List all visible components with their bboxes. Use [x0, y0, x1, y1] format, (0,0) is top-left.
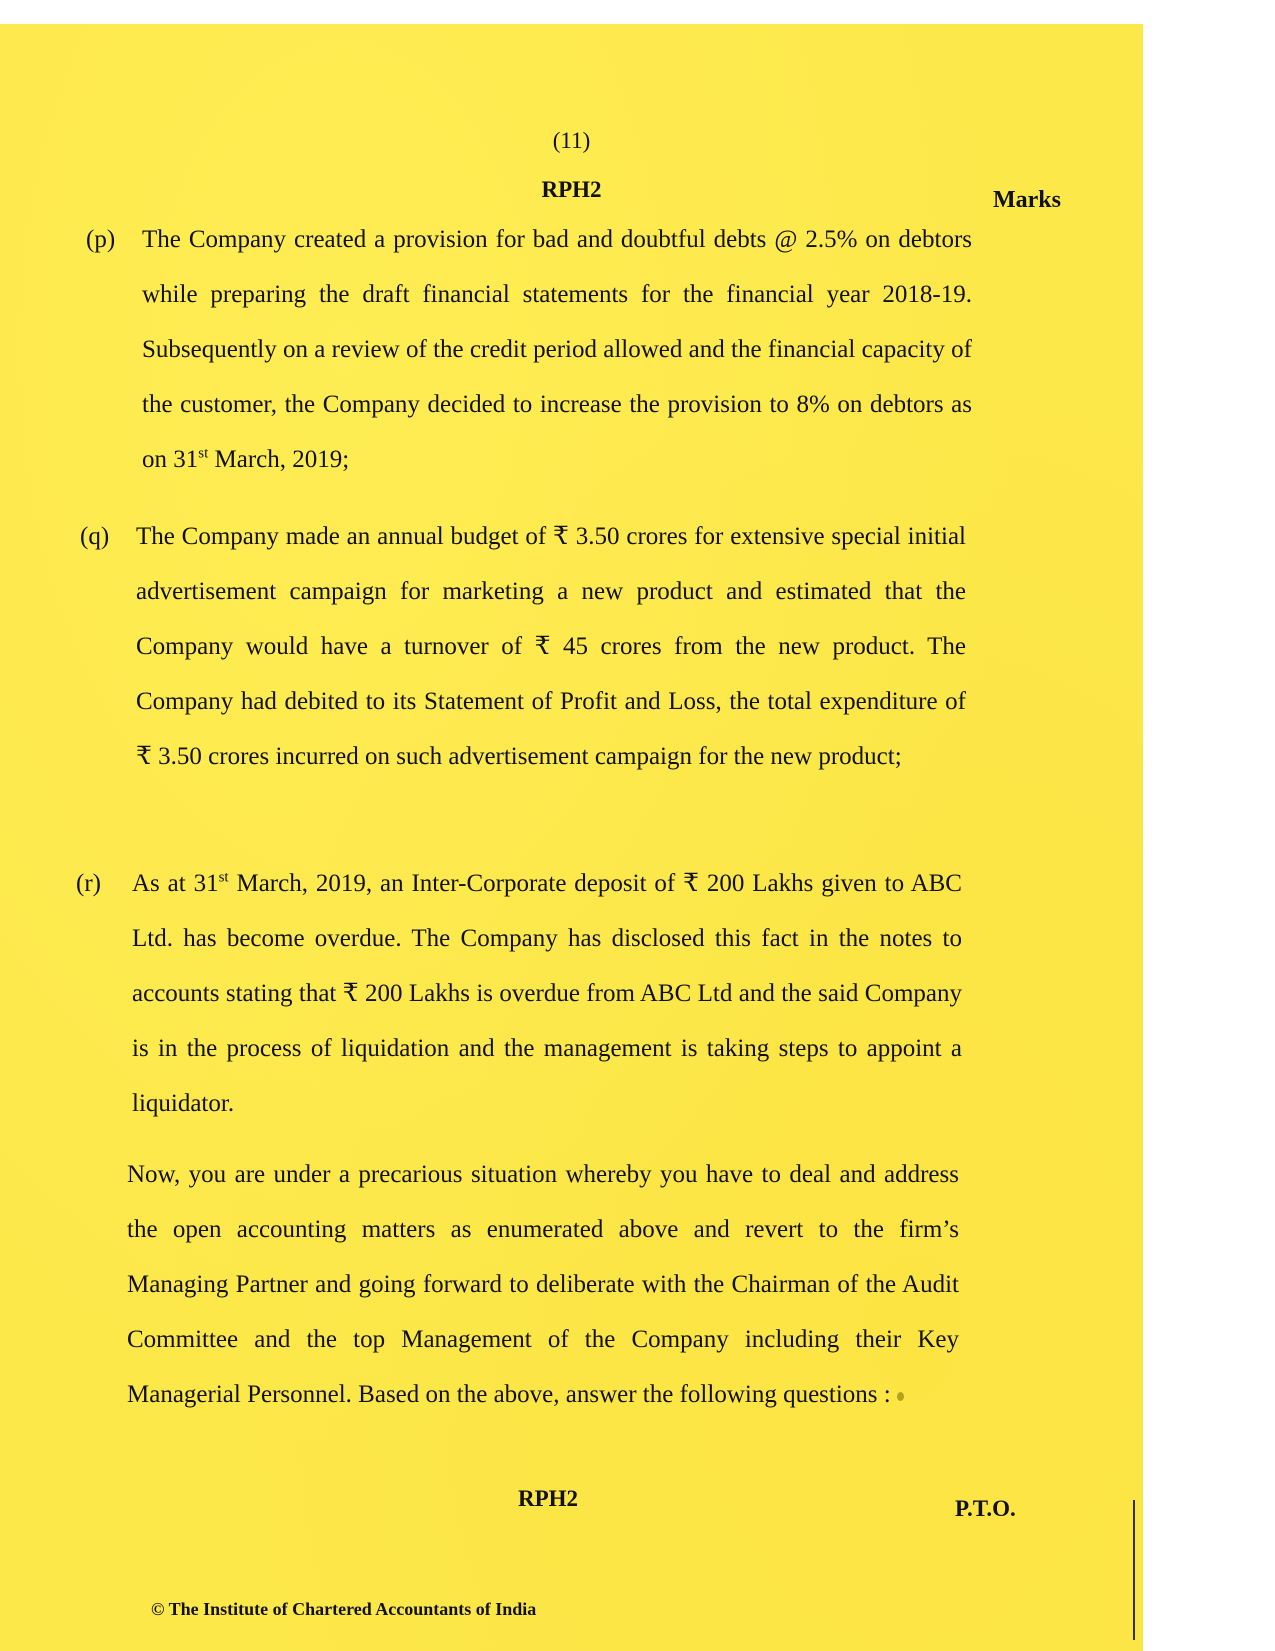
item-text-part: The Company created a provision for bad and doubtful debts @ 2.5% on debtors while preparing the draft financial statements for the financial year 2018-19. Subsequently on a review of the credit period allowed and the financial capacity of the customer, the Company decided to increase the provision to 8% on debtors as on 31	[142, 226, 972, 473]
item-text-part: As at 31	[132, 870, 219, 897]
ordinal-suffix: st	[198, 445, 209, 462]
pto-label: P.T.O.	[955, 1496, 1016, 1521]
item-text-part: The Company made an annual budget of ₹ 3.50 crores for extensive special initial advertisement campaign for marketing a new product and estimated that the Company would have a turnover of ₹ 45 crores from the new product. The Company had debited to its Statement of Profit and Loss, the total expenditure of ₹ 3.50 crores incurred on such advertisement campaign for the new product;	[136, 523, 966, 770]
closing-paragraph	[127, 1147, 959, 1422]
marks-column-header: Marks	[993, 187, 1061, 213]
question-item-p	[86, 212, 972, 487]
item-text-part: March, 2019;	[208, 446, 350, 473]
item-text	[142, 212, 972, 487]
page-edge-mark	[1133, 1500, 1135, 1640]
paper-code-footer: RPH2	[518, 1486, 579, 1511]
item-text	[132, 856, 962, 1131]
item-label: (r)	[76, 870, 101, 897]
exam-page	[0, 24, 1143, 1651]
question-item-r	[76, 856, 962, 1131]
ordinal-suffix: st	[218, 869, 229, 886]
item-text	[136, 509, 966, 784]
closing-text: Now, you are under a precarious situation whereby you have to deal and address the open accounting matters as enumerated above and revert to the firm’s Managing Partner and going forward to deliberate with the Chairman of the Audit Committee and the top Management of the Company including their Key Managerial Personnel. Based on the above, answer the following questions :	[127, 1161, 959, 1408]
ink-dot	[897, 1392, 904, 1401]
question-item-q	[80, 509, 966, 784]
item-label: (q)	[80, 523, 110, 550]
paper-code-header: RPH2	[541, 177, 602, 202]
item-label: (p)	[86, 226, 116, 253]
item-text-part: March, 2019, an Inter-Corporate deposit of ₹ 200 Lakhs given to ABC Ltd. has become overdue. The Company has disclosed this fact in the notes to accounts stating that ₹ 200 Lakhs is overdue from ABC Ltd and the said Company is in the process of liquidation and the management is taking steps to appoint a liquidator.	[132, 870, 962, 1117]
page-number: (11)	[552, 128, 591, 153]
copyright-footer: © The Institute of Chartered Accountants of India	[151, 1599, 537, 1619]
